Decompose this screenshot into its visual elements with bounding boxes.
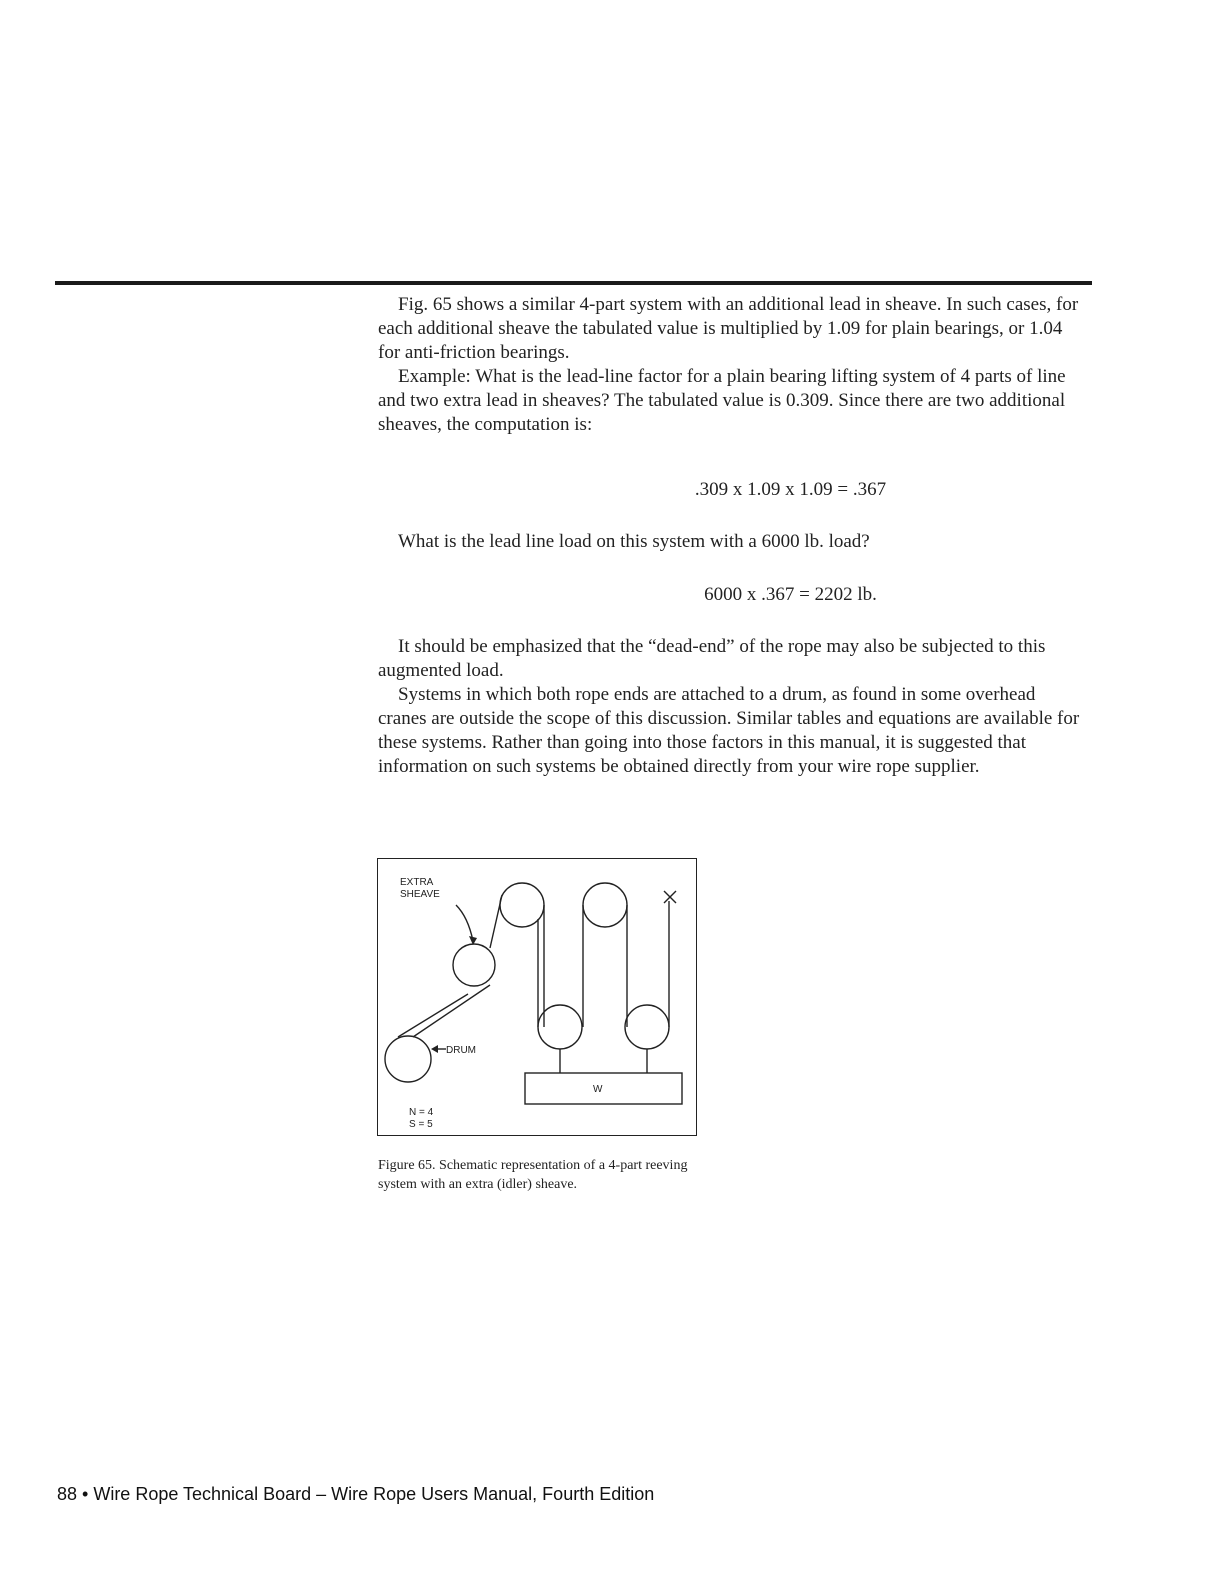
figure-caption: Figure 65. Schematic representation of a 4-part reeving system with an extra (idler) sheave. xyxy=(378,1158,688,1192)
rope-drum-to-extra-2 xyxy=(413,985,490,1037)
rope-drum-to-extra xyxy=(398,994,468,1037)
label-drum: DRUM xyxy=(446,1045,476,1056)
body-section-2 xyxy=(378,530,1083,554)
load-block xyxy=(525,1073,682,1104)
header-rule xyxy=(55,281,1092,285)
bottom-sheave-right xyxy=(625,1005,669,1049)
equation-lead-line-factor: .309 x 1.09 x 1.09 = .367 xyxy=(694,479,887,500)
paragraph-question: What is the lead line load on this system with a 6000 lb. load? xyxy=(398,531,870,552)
paragraph-drum-systems: Systems in which both rope ends are attached to a drum, as found in some overhead cranes are outside the scope of this discussion. Similar tables and equations are available for these systems. Rather than going into those factors in this manual, it is suggested that information on such systems be obtained directly from your wire rope supplier. xyxy=(378,684,1080,777)
extra-sheave xyxy=(453,944,495,986)
label-s: S = 5 xyxy=(409,1119,433,1130)
reeving-diagram xyxy=(378,859,698,1137)
body-section-3 xyxy=(378,635,1083,779)
drum xyxy=(385,1036,431,1082)
label-w: W xyxy=(593,1084,603,1095)
paragraph-example: Example: What is the lead-line factor for a plain bearing lifting system of 4 parts of line and two extra lead in sheaves? The tabulated value is 0.309. Since there are two additional sheaves, the computation is: xyxy=(378,366,1066,435)
body-section-1 xyxy=(378,293,1083,437)
arrow-extra-sheave xyxy=(456,905,473,941)
paragraph-fig65-intro: Fig. 65 shows a similar 4-part system with an additional lead in sheave. In such cases, for each additional sheave the tabulated value is multiplied by 1.09 for plain bearings, or 1.04 for anti-friction bearings. xyxy=(378,294,1079,363)
rope-extra-to-top xyxy=(490,895,502,948)
page-footer: 88 • Wire Rope Technical Board – Wire Rope Users Manual, Fourth Edition xyxy=(57,1484,655,1504)
label-extra: EXTRA xyxy=(400,877,434,888)
label-sheave: SHEAVE xyxy=(400,889,440,900)
equation-lead-line-load: 6000 x .367 = 2202 lb. xyxy=(704,584,877,605)
paragraph-dead-end: It should be emphasized that the “dead-end” of the rope may also be subjected to this augmented load. xyxy=(378,636,1046,681)
top-sheave-right xyxy=(583,883,627,927)
figure-65 xyxy=(377,858,697,1136)
label-n: N = 4 xyxy=(409,1107,434,1118)
